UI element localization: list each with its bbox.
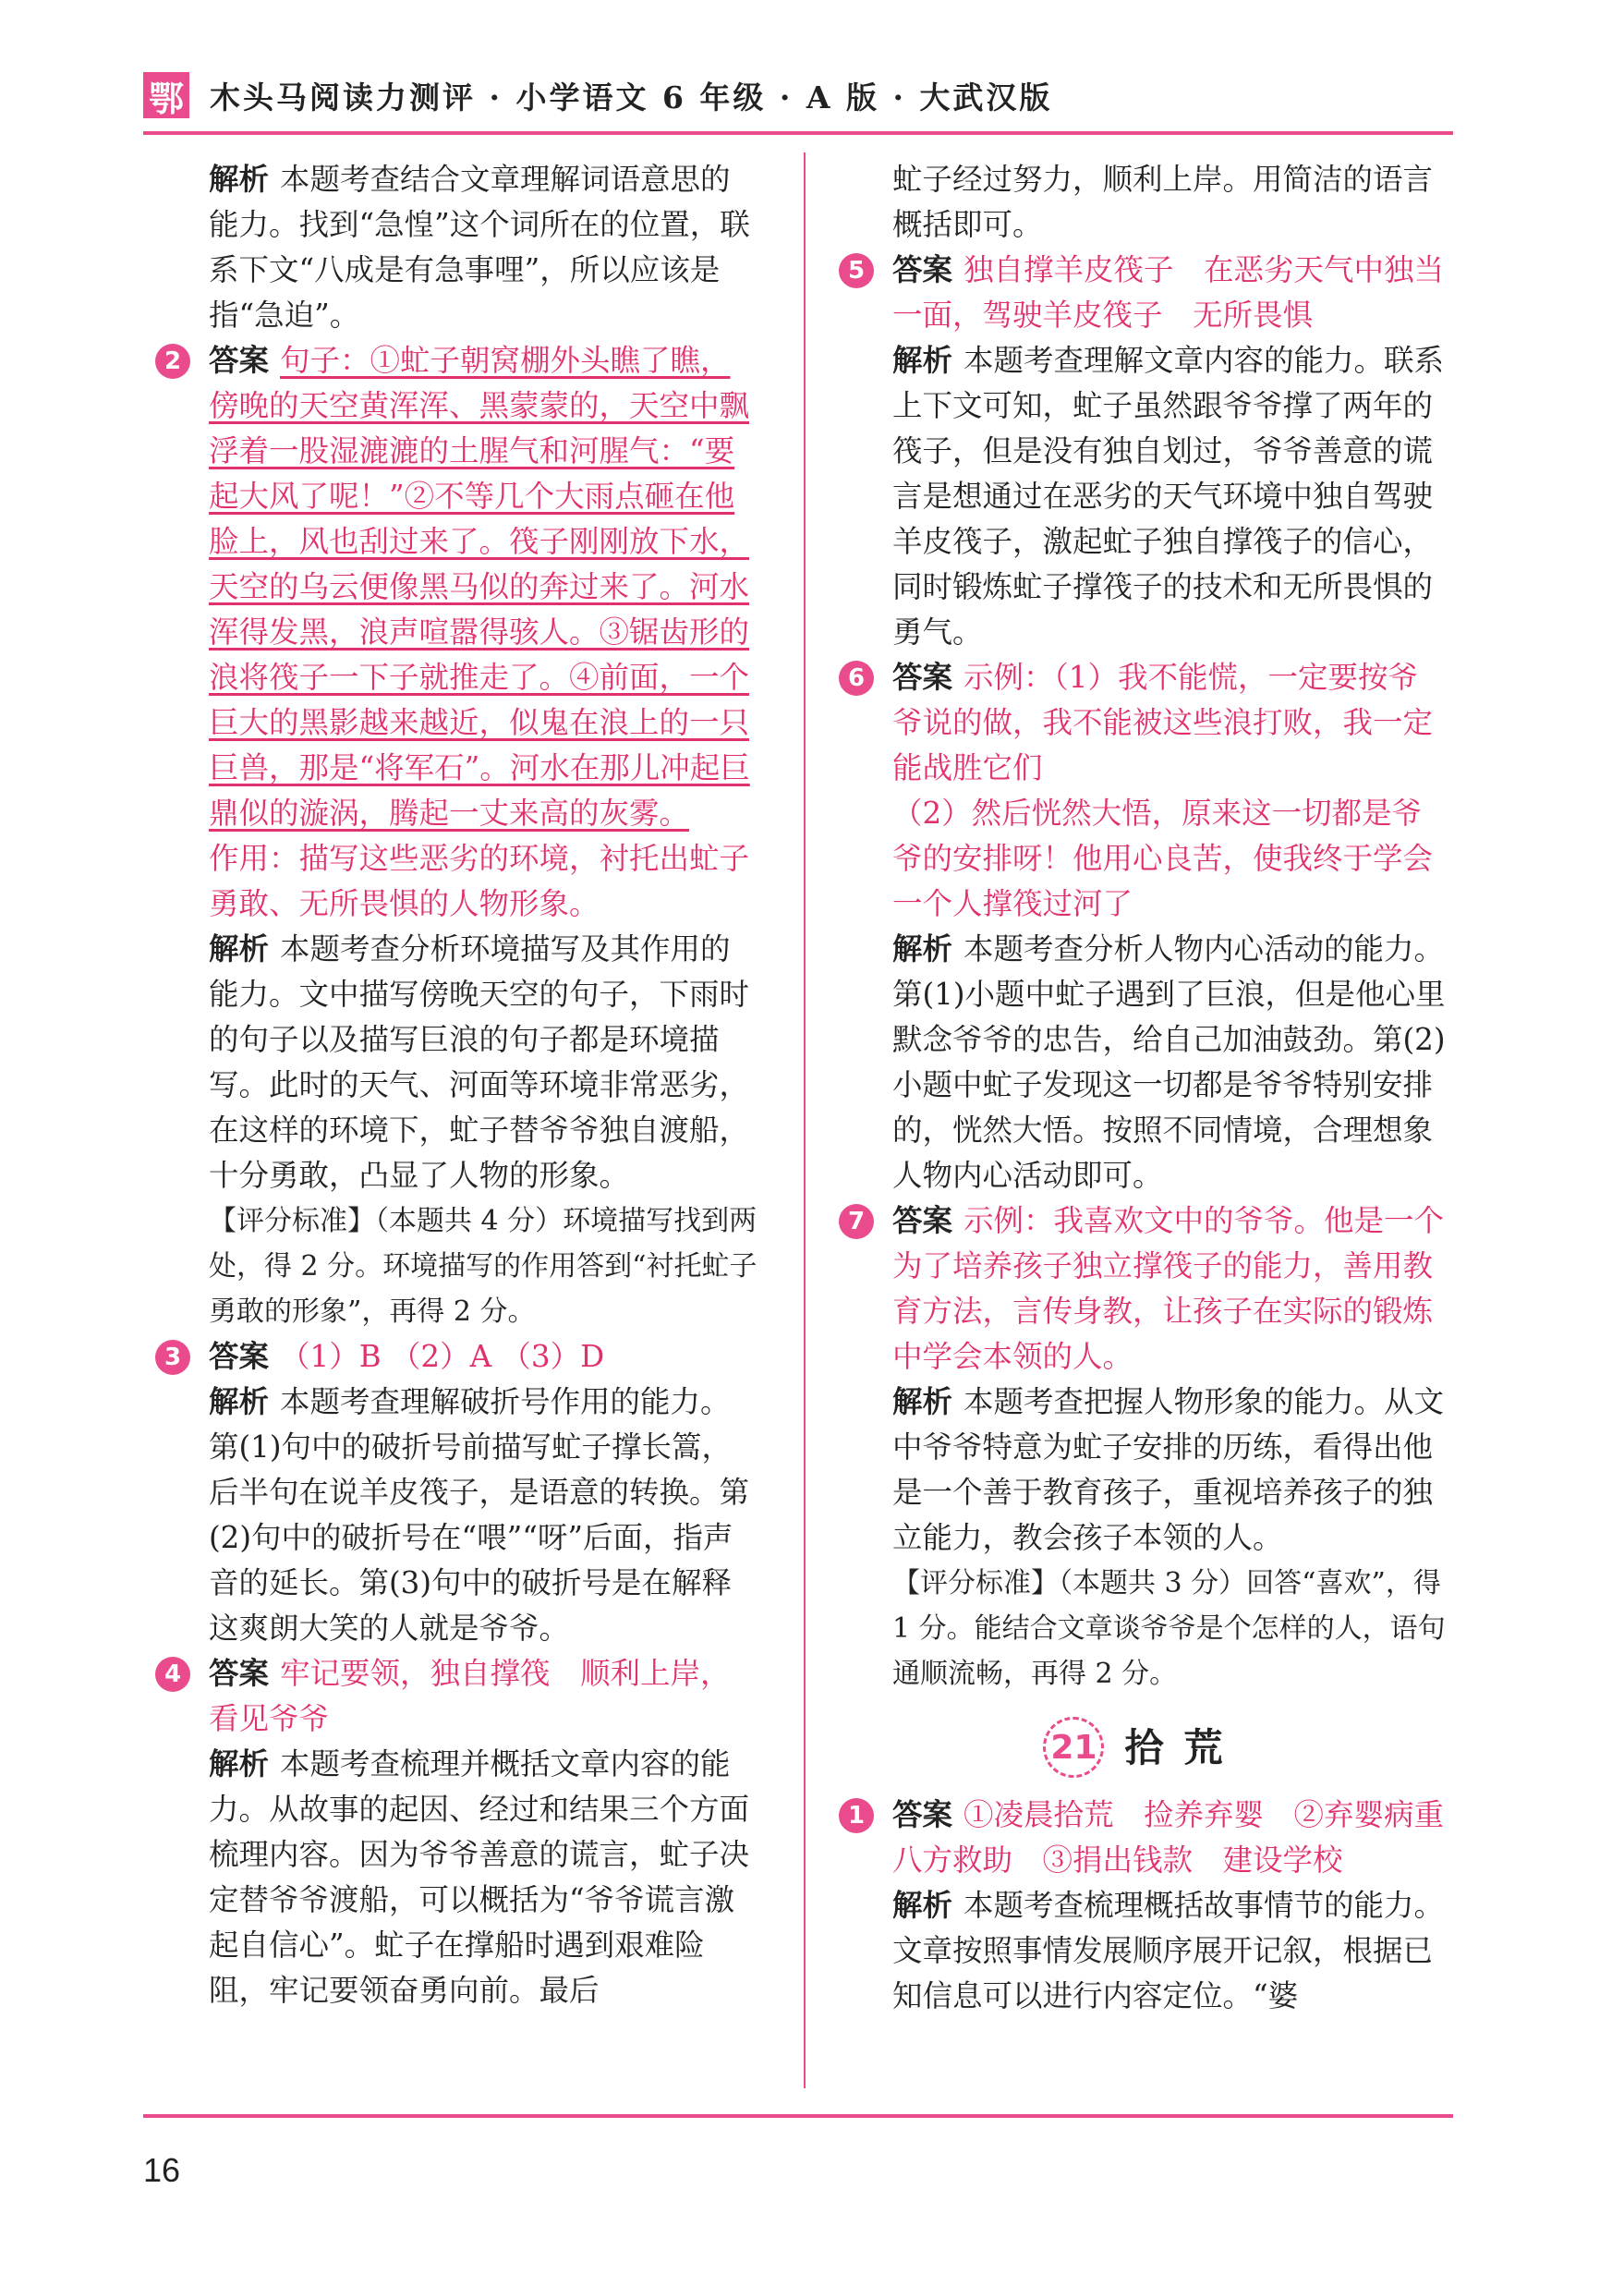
answer-text: （1）B （2）A （3）D (280, 1339, 605, 1374)
effect-text: 作用：描写这些恶劣的环境，衬托出虻子勇敢、无所畏惧的人物形象。 (209, 841, 750, 921)
answer-text: 独自撑羊皮筏子 在恶劣天气中独当一面，驾驶羊皮筏子 无所畏惧 (892, 252, 1445, 333)
scoring-standard: 【评分标准】（本题共 3 分）回答“喜欢”，得 1 分。能结合文章谈爷爷是个怎样的人，语句通顺流畅，再得 2 分。 (892, 1567, 1446, 1690)
answer-text: 示例：（1）我不能慌，一定要按爷爷说的做，我不能被这些浪打败，我一定能战胜它们 (892, 660, 1434, 785)
answer-text: 句子：①虻子朝窝棚外头瞧了瞧，傍晚的天空黄浑浑、黑蒙蒙的，天空中飘浮着一股湿漉漉的土腥气和河腥气：“要起大风了呢！”②不等几个大雨点砸在他脸上，风也刮过来了。筏子刚刚放下水，天空的乌云便像黑马似的奔过来了。河水浑得发黑，浪声喧嚣得骇人。③锯齿形的浪将筏子一下子就推走了。④前面，一个巨大的黑影越来越近，似鬼在浪上的一只巨兽，那是“将军石”。河水在那儿冲起巨鼎似的漩涡，腾起一丈来高的灰雾。 (209, 343, 750, 831)
question-number: 4 (155, 1657, 190, 1692)
analysis-paragraph: 解析 本题考查分析人物内心活动的能力。第(1)小题中虻子遇到了巨浪，但是他心里默念爷爷的忠告，给自己加油鼓劲。第(2)小题中虻子发现这一切都是爷爷特别安排的，恍然大悟。按照不同情境，合理想象人物内心活动即可。 (892, 931, 1446, 1193)
section-heading (841, 1717, 1446, 1778)
question-number: 2 (155, 344, 190, 379)
question-3: 3 答案 （1）B （2）A （3）D 解析 本题考查理解破折号作用的能力。第(1)句中的破折号前描写虻子撑长篙，后半句在说羊皮筏子，是语意的转换。第(2)句中的破折号在“喂”“呀”后面，指声音的延长。第(3)句中的破折号是在解释这爽朗大笑的人就是爷爷。 (157, 1334, 757, 1651)
question-6: 6 答案 示例：（1）我不能慌，一定要按爷爷说的做，我不能被这些浪打败，我一定能战胜它们 （2）然后恍然大悟，原来这一切都是爷爷的安排呀！他用心良苦，使我终于学会一个人撑筏过河了 解析 本题考查分析人物内心活动的能力。第(1)小题中虻子遇到了巨浪，但是他心里默念爷爷的忠告，给自己加油鼓劲。第(2)小题中虻子发现这一切都是爷爷特别安排的，恍然大悟。按照不同情境，合理想象人物内心活动即可。 (841, 655, 1446, 1198)
question-5: 5 答案 独自撑羊皮筏子 在恶劣天气中独当一面，驾驶羊皮筏子 无所畏惧 解析 本题考查理解文章内容的能力。联系上下文可知，虻子虽然跟爷爷撑了两年的筏子，但是没有独自划过，爷爷善意的谎言是想通过在恶劣的天气环境中独自驾驶羊皮筏子，激起虻子独自撑筏子的信心，同时锻炼虻子撑筏子的技术和无所畏惧的勇气。 (841, 248, 1446, 655)
question-4: 4 答案 牢记要领，独自撑筏 顺利上岸，看见爷爷 解析 本题考查梳理并概括文章内容的能力。从故事的起因、经过和结果三个方面梳理内容。因为爷爷善意的谎言，虻子决定替爷爷渡船，可以概括为“爷爷谎言激起自信心”。虻子在撑船时遇到艰难险阻，牢记要领奋勇向前。最后 (157, 1651, 757, 2013)
analysis-paragraph: 解析 本题考查分析环境描写及其作用的能力。文中描写傍晚天空的句子，下雨时的句子以及描写巨浪的句子都是环境描写。此时的天气、河面等环境非常恶劣，在这样的环境下，虻子替爷爷独自渡船，十分勇敢，凸显了人物的形象。 (209, 931, 750, 1193)
continued-text: 虻子经过努力，顺利上岸。用简洁的语言概括即可。 (892, 162, 1434, 242)
section-question-1: 1 答案 ①凌晨拾荒 捡养弃婴 ②弃婴病重 八方救助 ③捐出钱款 建设学校 解析 本题考查梳理概括故事情节的能力。文章按照事情发展顺序展开记叙，根据已知信息可以进行内容定位。“婆 (841, 1793, 1446, 2019)
question-number: 5 (839, 253, 874, 288)
section-title: 拾荒 (1124, 1724, 1243, 1770)
column-divider (804, 152, 806, 2088)
scoring-standard: 【评分标准】（本题共 4 分）环境描写找到两处，得 2 分。环境描写的作用答到“衬托虻子勇敢的形象”，再得 2 分。 (209, 1205, 757, 1328)
question-number: 1 (839, 1798, 874, 1833)
book-title: 木头马阅读力测评 · 小学语文 6 年级 · A 版 · 大武汉版 (210, 79, 1053, 116)
answer-text: 牢记要领，独自撑筏 顺利上岸，看见爷爷 (209, 1656, 731, 1736)
answer-text-2: （2）然后恍然大悟，原来这一切都是爷爷的安排呀！他用心良苦，使我终于学会一个人撑筏过河了 (892, 796, 1434, 921)
analysis-paragraph: 解析 本题考查把握人物形象的能力。从文中爷爷特意为虻子安排的历练，看得出他是一个善于教育孩子，重视培养孩子的独立能力，教会孩子本领的人。 (892, 1384, 1445, 1555)
running-header (143, 69, 1052, 121)
analysis-paragraph: 解析 本题考查梳理并概括文章内容的能力。从故事的起因、经过和结果三个方面梳理内容。因为爷爷善意的谎言，虻子决定替爷爷渡船，可以概括为“爷爷谎言激起自信心”。虻子在撑船时遇到艰难险阻，牢记要领奋勇向前。最后 (209, 1746, 750, 2008)
question-number: 6 (839, 661, 874, 696)
analysis-paragraph: 解析 本题考查结合文章理解词语意思的能力。找到“急惶”这个词所在的位置，联系下文“八成是有急事哩”，所以应该是指“急迫”。 (209, 162, 750, 333)
region-badge: 鄂 (143, 72, 189, 118)
analysis-paragraph: 解析 本题考查理解破折号作用的能力。第(1)句中的破折号前描写虻子撑长篙，后半句在说羊皮筏子，是语意的转换。第(2)句中的破折号在“喂”“呀”后面，指声音的延长。第(3)句中的破折号是在解释这爽朗大笑的人就是爷爷。 (209, 1384, 750, 1646)
footer-rule (143, 2114, 1453, 2118)
question-2: 2 答案 句子：①虻子朝窝棚外头瞧了瞧，傍晚的天空黄浑浑、黑蒙蒙的，天空中飘浮着一股湿漉漉的土腥气和河腥气：“要起大风了呢！”②不等几个大雨点砸在他脸上，风也刮过来了。筏子刚刚放下水，天空的乌云便像黑马似的奔过来了。河水浑得发黑，浪声喧嚣得骇人。③锯齿形的浪将筏子一下子就推走了。④前面，一个巨大的黑影越来越近，似鬼在浪上的一只巨兽，那是“将军石”。河水在那儿冲起巨鼎似的漩涡，腾起一丈来高的灰雾。 作用：描写这些恶劣的环境，衬托出虻子勇敢、无所畏惧的人物形象。 解析 本题考查分析环境描写及其作用的能力。文中描写傍晚天空的句子，下雨时的句子以及描写巨浪的句子都是环境描写。此时的天气、河面等环境非常恶劣，在这样的环境下，虻子替爷爷独自渡船，十分勇敢，凸显了人物的形象。 【评分标准】（本题共 4 分）环境描写找到两处，得 2 分。环境描写的作用答到“衬托虻子勇敢的形象”，再得 2 分。 (157, 338, 757, 1334)
question-number: 3 (155, 1340, 190, 1375)
analysis-paragraph: 解析 本题考查梳理概括故事情节的能力。文章按照事情发展顺序展开记叙，根据已知信息可以进行内容定位。“婆 (892, 1888, 1445, 2013)
page-number: 16 (143, 2151, 181, 2189)
question-7: 7 答案 示例：我喜欢文中的爷爷。他是一个为了培养孩子独立撑筏子的能力，善用教育方法，言传身教，让孩子在实际的锻炼中学会本领的人。 解析 本题考查把握人物形象的能力。从文中爷爷特意为虻子安排的历练，看得出他是一个善于教育孩子，重视培养孩子的独立能力，教会孩子本领的人。 【评分标准】（本题共 3 分）回答“喜欢”，得 1 分。能结合文章谈爷爷是个怎样的人，语句通顺流畅，再得 2 分。 (841, 1198, 1446, 1696)
right-column (841, 157, 1474, 2019)
header-rule (143, 131, 1453, 135)
answer-text: 示例：我喜欢文中的爷爷。他是一个为了培养孩子独立撑筏子的能力，善用教育方法，言传身教，让孩子在实际的锻炼中学会本领的人。 (892, 1203, 1445, 1374)
section-number: 21 (1043, 1717, 1104, 1778)
answer-text: ①凌晨拾荒 捡养弃婴 ②弃婴病重 八方救助 ③捐出钱款 建设学校 (892, 1797, 1474, 1878)
left-column (157, 157, 757, 2013)
analysis-paragraph: 解析 本题考查理解文章内容的能力。联系上下文可知，虻子虽然跟爷爷撑了两年的筏子，但是没有独自划过，爷爷善意的谎言是想通过在恶劣的天气环境中独自驾驶羊皮筏子，激起虻子独自撑筏子的信心，同时锻炼虻子撑筏子的技术和无所畏惧的勇气。 (892, 343, 1445, 650)
question-number: 7 (839, 1204, 874, 1239)
